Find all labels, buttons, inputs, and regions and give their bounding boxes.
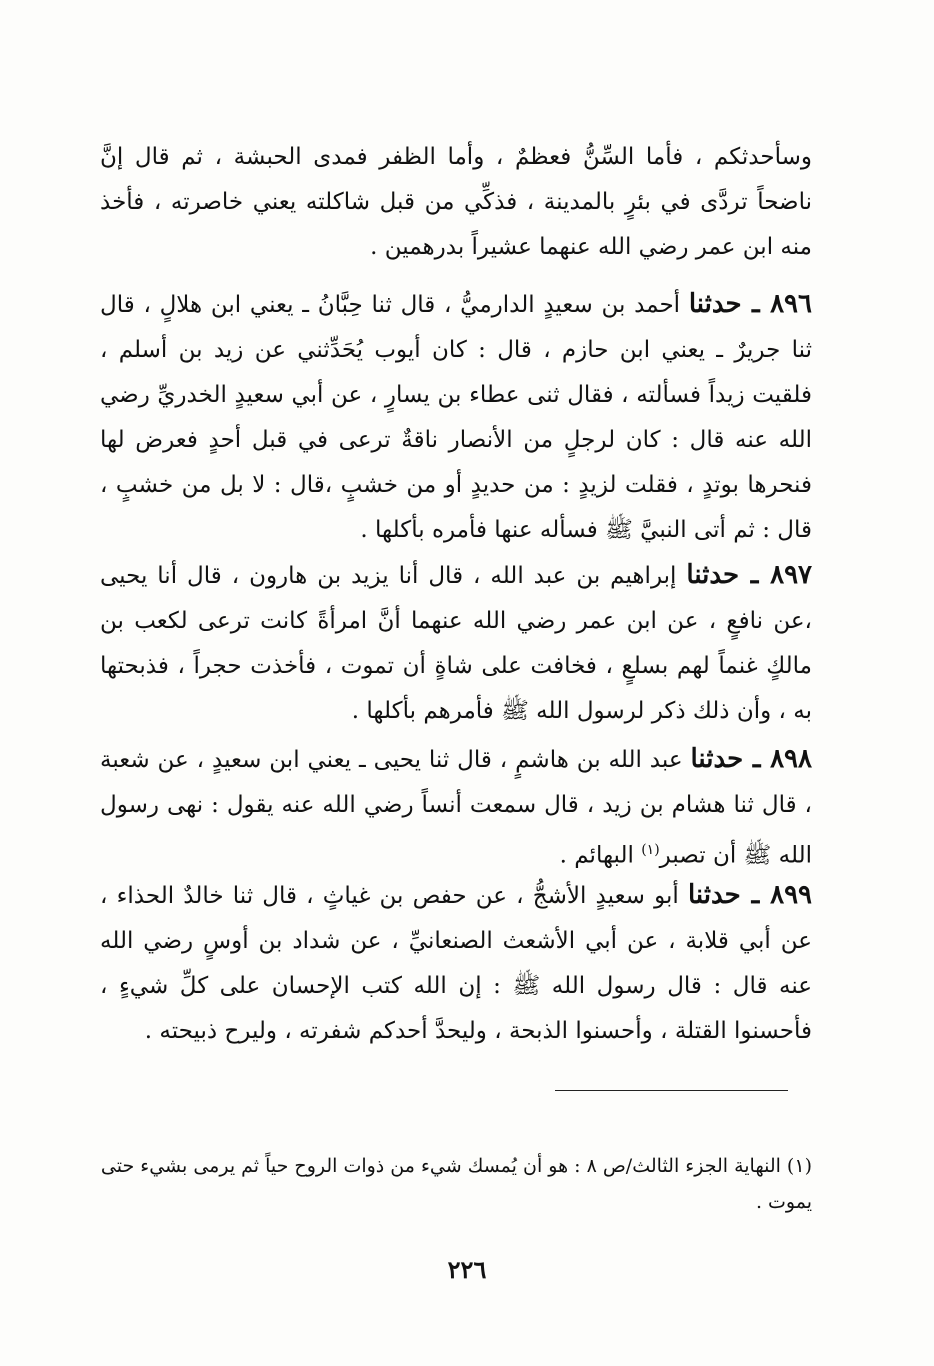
hadith-number: ٨٩٦ ـ حدثنا <box>688 289 812 319</box>
hadith-899 <box>100 873 812 1054</box>
hadith-number: ٨٩٩ ـ حدثنا <box>687 880 813 910</box>
page-number: ٢٢٦ <box>447 1255 487 1284</box>
hadith-896 <box>100 282 812 553</box>
footnote-divider <box>555 1090 788 1091</box>
hadith-898 <box>100 737 812 879</box>
hadith-text: أبو سعيدٍ الأشجُّ ، عن حفص بن غياثٍ ، قال ثنا خالدٌ الحذاء ، عن أبي قلابة ، عن أبي الأشعث الصنعانيِّ ، عن شداد بن أوسٍ رضي الله عنه قال : قال رسول الله ﷺ : إن الله كتب الإحسان على كلِّ شيءٍ ، فأحسنوا القتلة ، وأحسنوا الذبحة ، وليحدَّ أحدكم شفرته ، وليرح ذبيحته . <box>100 883 812 1044</box>
intro-text: وسأحدثكم ، فأما السِّنُّ فعظمٌ ، وأما الظفر فمدى الحبشة ، ثم قال إنَّ ناضحاً تردَّى في بئرٍ بالمدينة ، فذكِّي من قبل شاكلته يعني خاصرته ، فأخذ منه ابن عمر رضي الله عنهما عشيراً بدرهمين . <box>100 144 812 260</box>
hadith-897 <box>100 553 812 734</box>
intro-paragraph <box>100 135 812 270</box>
hadith-text: إبراهيم بن عبد الله ، قال أنا يزيد بن هارون ، قال أنا يحيى ،عن نافعٍ ، عن ابن عمر رضي الله عنهما أنَّ امرأةً كانت ترعى لكعب بن مالكٍ غنماً لهم بسلعٍ ، فخافت على شاةٍ أن تموت ، فأخذت حجراً ، فذبحتها به ، وأن ذلك ذكر لرسول الله ﷺ فأمرهم بأكلها . <box>100 563 812 724</box>
hadith-number: ٨٩٨ ـ حدثنا <box>690 744 812 774</box>
hadith-text: عبد الله بن هاشمٍ ، قال ثنا يحيى ـ يعني ابن سعيدٍ ، عن شعبة ، قال ثنا هشام بن زيد ، قال سمعت أنساً رضي الله عنه يقول : نهى رسول الله ﷺ أن تصبر <box>100 747 812 869</box>
hadith-text-after: البهائم . <box>559 842 642 869</box>
footnote-ref[interactable]: (١) <box>641 842 660 858</box>
hadith-number: ٨٩٧ ـ حدثنا <box>686 560 813 590</box>
footnote <box>100 1148 812 1220</box>
hadith-text: أحمد بن سعيدٍ الدارميُّ ، قال ثنا حِبَّانُ ـ يعني ابن هلالٍ ، قال ثنا جريرٌ ـ يعني ابن حازم ، قال : كان أيوب يُحَدِّثني عن زيد بن أسلم ، فلقيت زيداً فسألته ، فقال ثنى عطاء بن يسارٍ ، عن أبي سعيدٍ الخدريِّ رضي الله عنه قال : كان لرجلٍ من الأنصار ناقةٌ ترعى في قبل أحدٍ فعرض لها فنحرها بوتدٍ ، فقلت لزيدٍ : من حديدٍ أو من خشبٍ ،قال : لا بل من خشبٍ ، قال : ثم أتى النبيَّ ﷺ فسأله عنها فأمره بأكلها . <box>100 292 812 543</box>
footnote-text: (١) النهاية الجزء الثالث/ص ٨ : هو أن يُمسك شيء من ذوات الروح حياً ثم يرمى بشيء حتى يموت . <box>100 1155 812 1213</box>
